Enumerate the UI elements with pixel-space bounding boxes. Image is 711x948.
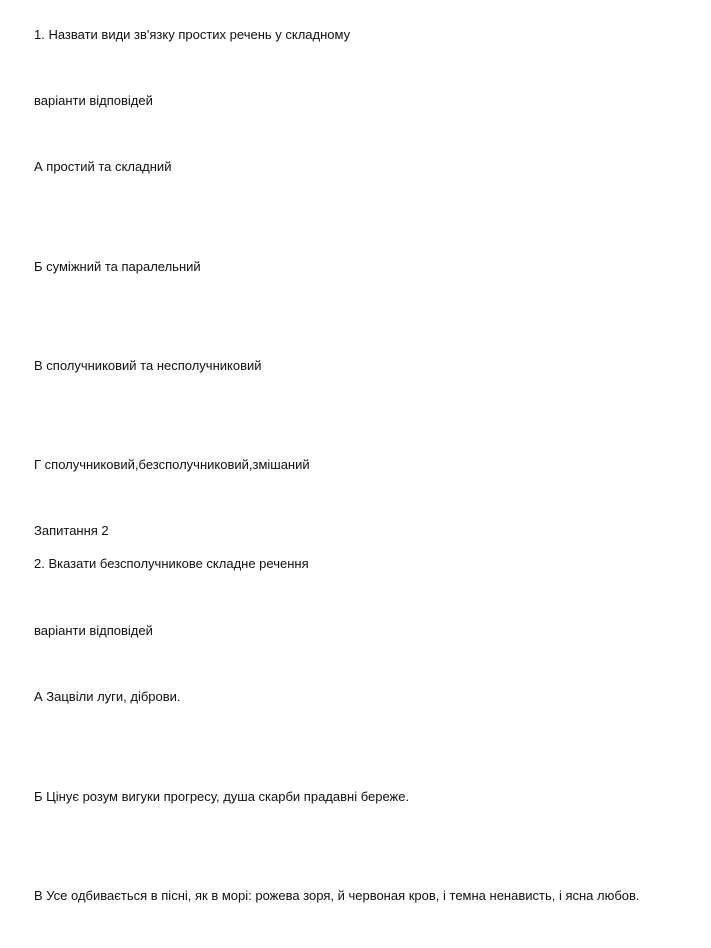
question-2-text: 2. Вказати безсполучникове складне речення (34, 556, 309, 571)
question-2-option-b: Б Цінує розум вигуки прогресу, душа скарби прадавні береже. (34, 789, 410, 804)
question-2-option-c: В Усе одбивається в пісні, як в морі: рожева зоря, й червоная кров, і темна ненависть, і ясна любов. (34, 888, 640, 903)
question-1-text: 1. Назвати види зв'язку простих речень у складному (34, 27, 351, 42)
question-2-options-label: варіанти відповідей (34, 623, 153, 638)
question-1-option-c: В сполучниковий та несполучниковий (34, 358, 262, 373)
question-1-option-a: А простий та складний (34, 159, 172, 174)
question-1-option-b: Б суміжний та паралельний (34, 259, 201, 274)
question-1-option-d: Г сполучниковий,безсполучниковий,змішаний (34, 457, 310, 472)
question-1-options-label: варіанти відповідей (34, 93, 153, 108)
question-2-heading: Запитання 2 (34, 523, 109, 538)
question-2-option-a: А Зацвіли луги, діброви. (34, 689, 181, 704)
